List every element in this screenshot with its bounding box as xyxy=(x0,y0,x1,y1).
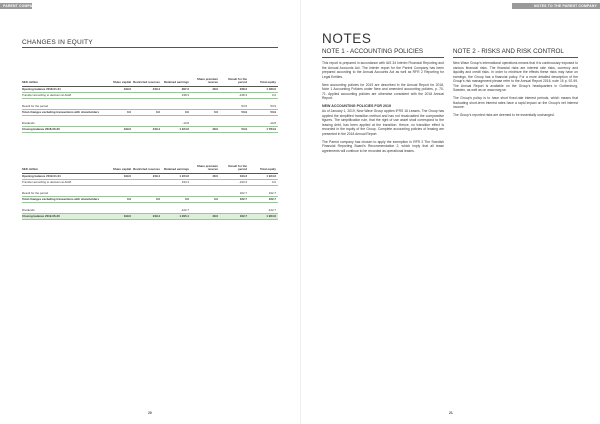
table-cell: 0.0 xyxy=(133,109,162,115)
table-cell: 0.0 xyxy=(162,196,191,202)
table-cell: 0.0 xyxy=(104,109,133,115)
table-cell: -238.3 xyxy=(220,92,249,98)
table-cell: 53.9 xyxy=(220,127,249,133)
note1-subheading: NEW ACCOUNTING POLICIES FOR 2019 xyxy=(322,104,391,108)
table-header-row xyxy=(22,78,278,86)
note1-heading: NOTE 1 - ACCOUNTING POLICIES xyxy=(322,48,424,55)
table-cell: 162.7 xyxy=(220,196,249,202)
page-title: CHANGES IN EQUITY xyxy=(22,39,93,46)
note2-heading: NOTE 2 - RISKS AND RISK CONTROL xyxy=(453,48,564,55)
column-header: Restricted reserves xyxy=(133,78,162,86)
column-header: Share capital xyxy=(104,165,133,173)
table-cell: 238.3 xyxy=(162,92,191,98)
table-cell: -10.8 xyxy=(249,121,278,126)
table-cell: 48.0 xyxy=(191,127,220,133)
table-cell: 1 224.6 xyxy=(162,173,191,179)
table-cell: 53.9 xyxy=(220,104,249,109)
table-cell: -193.3 xyxy=(220,179,249,185)
row-label: Closing balance 2019-06-30 xyxy=(22,214,104,220)
equity-table-2018 xyxy=(22,78,278,133)
column-header: Share premium reserve xyxy=(191,165,220,173)
column-header: Retained earnings xyxy=(162,165,191,173)
table-cell: 199.0 xyxy=(104,127,133,133)
table-cell: 48.0 xyxy=(191,86,220,92)
table-cell: 1 483.0 xyxy=(249,86,278,92)
column-header: SEK million xyxy=(22,165,104,173)
table-cell: 997.2 xyxy=(162,86,191,92)
table-cell: 249.4 xyxy=(133,173,162,179)
table-row xyxy=(22,214,278,220)
table-cell: 0.0 xyxy=(162,109,191,115)
row-label: Dividends xyxy=(22,208,104,213)
note1-paragraph: This report is prepared in accordance with IAS 34 Interim Financial Reporting and the Annual Accounts Act. The interim report for the Parent Company has been prepared according to the Annual Accounts Act as well as RFR 2 Reporting for Legal Entities. xyxy=(322,61,444,79)
equity-table-2019 xyxy=(22,165,278,220)
table-cell: 193.3 xyxy=(220,173,249,179)
column-header: Restricted reserves xyxy=(133,165,162,173)
column-header: Total equity xyxy=(249,78,278,86)
table-cell: 48.0 xyxy=(191,214,220,220)
table-cell: 249.4 xyxy=(133,214,162,220)
note1-paragraph: New accounting policies for 2019 are described in the Annual Report for 2018, Note 1 Accounting Policies under New and amended accounting policies, p. 70-71. Applied accounting policies are otherwise consistent with the 2018 Annual Report. xyxy=(322,82,444,100)
table-cell: 0.0 xyxy=(191,196,220,202)
section-tag: PARENT COMPANY xyxy=(0,3,32,9)
row-label: Dividends xyxy=(22,121,104,126)
row-label: Transfer according to decision at AGM xyxy=(22,92,104,98)
table-cell: 0.0 xyxy=(104,196,133,202)
row-label: Total changes excluding transactions with shareholders xyxy=(22,196,104,202)
table-cell: 1 784.9 xyxy=(249,127,278,133)
note2-column xyxy=(453,61,578,121)
table-cell: 199.0 xyxy=(104,173,133,179)
table-cell: 1 295.1 xyxy=(162,214,191,220)
row-label: Opening balance 2019-01-01 xyxy=(22,173,104,179)
table-cell: 53.9 xyxy=(249,104,278,109)
column-header: SEK million xyxy=(22,78,104,86)
note1-paragraph: The Parent company has chosen to apply the exemption in RFR 2 The Swedish Financial Reporting Board's Recommendation 2, which imply that all lease agreements will continue to be recorded as operational leases. xyxy=(322,139,444,153)
note2-paragraph: New Wave Group's international operations means that it is continuously exposed to various financial risks. The financial risks are interest rate risks, currency and liquidity and credit risks. In order to minimize the effects these risks may have on earnings, the Group has a financial policy. For a more detailed description of the Group's risk management please refer to the Annual Report 2018, note 15 p. 92-99. The Annual Report is available on the Group's headquarters in Gothenburg, Sweden, as well as on www.nwg.se. xyxy=(453,61,578,92)
row-label: Closing balance 2018-06-30 xyxy=(22,127,104,133)
table-cell: 53.9 xyxy=(220,109,249,115)
column-header: Result for the period xyxy=(220,165,249,173)
row-label: Result for the period xyxy=(22,104,104,109)
table-cell: 0.0 xyxy=(249,179,278,185)
table-cell: 0.0 xyxy=(191,109,220,115)
note2-divider xyxy=(453,57,578,58)
page-number: 21 xyxy=(449,411,453,415)
note2-paragraph: The Group's reported risks are deemed to be essentially unchanged. xyxy=(453,113,555,117)
note2-paragraph: The Group's policy is to have short fixed-rate interest periods, which means that fluctuating short-term interest rates have a rapid impact on the Group's net interest income. xyxy=(453,96,578,109)
table-cell: 238.3 xyxy=(220,86,249,92)
table-cell: 162.7 xyxy=(249,191,278,196)
section-tag: NOTES TO THE PARENT COMPANY xyxy=(512,3,600,9)
table-cell: 162.7 xyxy=(220,214,249,220)
page-number: 20 xyxy=(148,411,152,415)
table-cell: 0.0 xyxy=(133,196,162,202)
table-cell: -122.7 xyxy=(162,208,191,213)
table-cell: 193.3 xyxy=(162,179,191,185)
table-cell: 249.4 xyxy=(133,86,162,92)
table-cell: 1 224.6 xyxy=(162,127,191,133)
table-row xyxy=(22,127,278,133)
notes-title: NOTES xyxy=(322,31,372,46)
row-label: Opening balance 2018-01-01 xyxy=(22,86,104,92)
table-header-row xyxy=(22,165,278,173)
row-label: Result for the period xyxy=(22,191,104,196)
table-cell: -122.7 xyxy=(249,208,278,213)
table-cell: 1 924.6 xyxy=(249,173,278,179)
table-cell: -10.8 xyxy=(162,121,191,126)
note1-paragraph: As of January 1, 2019, New Wave Group applies IFRS 16 Leases. The Group has applied the simplified transition method and has not recalculated the comparative figures. The simplification rule, that the right of use asset shall correspond to the leasing debt, has been applied at the transition. Hence, no transition effect is recorded in the equity of the Group. Complete accounting policies of leasing are presented in the 2018 Annual Report. xyxy=(322,109,444,136)
table-cell: 162.7 xyxy=(220,191,249,196)
title-divider xyxy=(22,47,278,48)
table-cell: 0.0 xyxy=(249,92,278,98)
table-cell: 53.9 xyxy=(249,109,278,115)
note1-column xyxy=(322,61,444,157)
note1-divider xyxy=(322,57,444,58)
column-header: Share capital xyxy=(104,78,133,86)
column-header: Result for the period xyxy=(220,78,249,86)
row-label: Total changes excluding transactions with shareholders xyxy=(22,109,104,115)
column-header: Share premium reserve xyxy=(191,78,220,86)
row-label: Transfer according to decision at AGM xyxy=(22,179,104,185)
table-cell: 162.7 xyxy=(249,196,278,202)
column-header: Retained earnings xyxy=(162,78,191,86)
table-cell: 48.0 xyxy=(191,173,220,179)
table-cell: 199.0 xyxy=(104,214,133,220)
column-header: Total equity xyxy=(249,165,278,173)
table-cell: 249.4 xyxy=(133,127,162,133)
table-cell: 199.0 xyxy=(104,86,133,92)
table-cell: 1 964.6 xyxy=(249,214,278,220)
